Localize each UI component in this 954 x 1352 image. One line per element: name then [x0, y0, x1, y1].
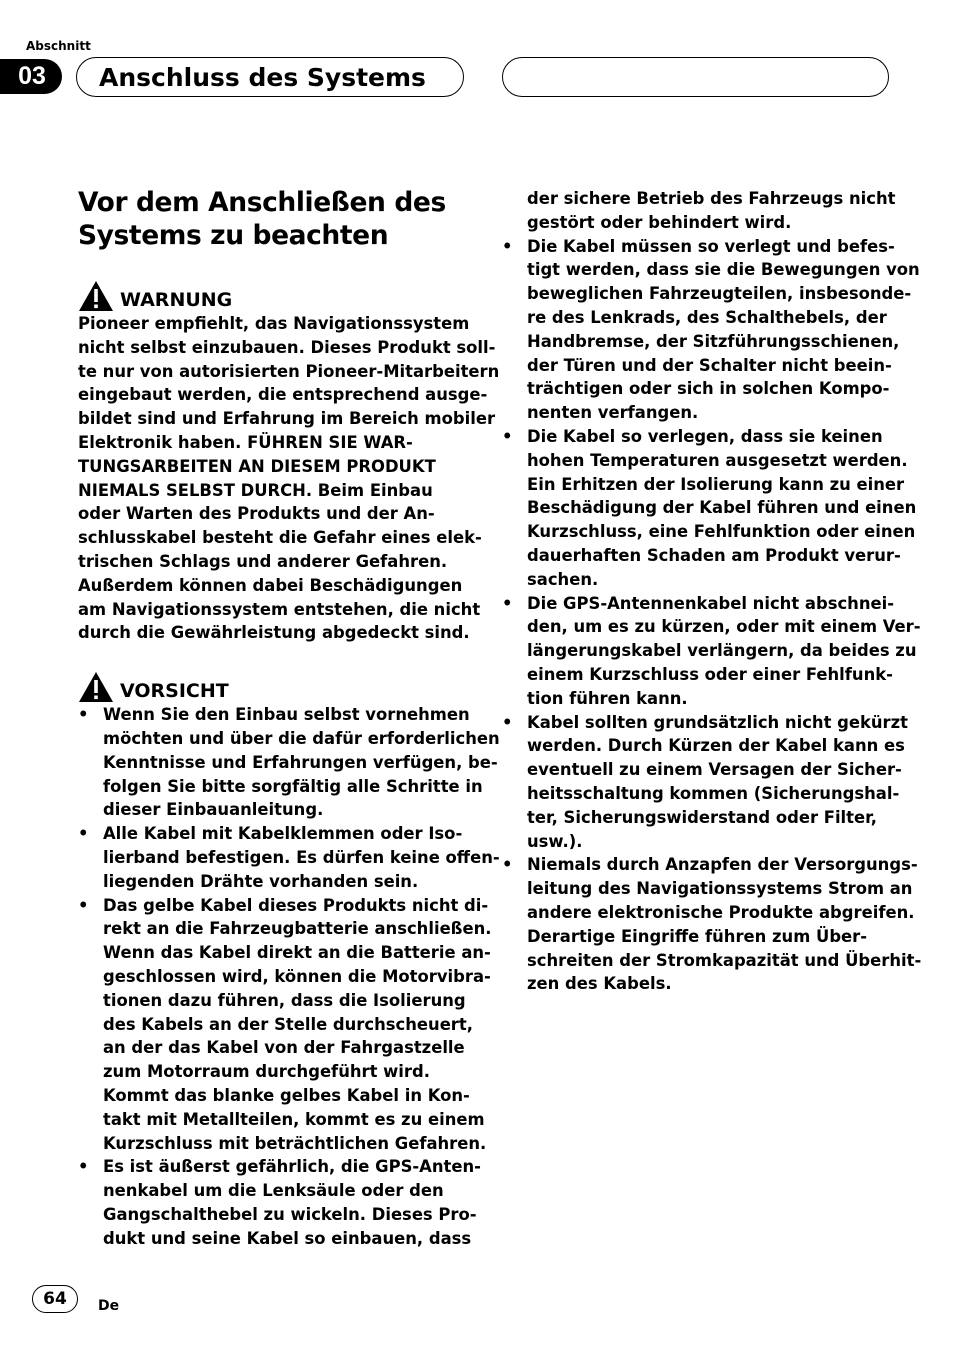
warning-line: nicht selbst einzubauen. Dieses Produkt soll- — [78, 337, 496, 357]
continuation-line: gestört oder behindert wird. — [527, 212, 792, 232]
list-item-line: leitung des Navigationssystems Strom an — [527, 879, 913, 899]
list-item-line: Kabel sollten grundsätzlich nicht gekürzt — [527, 712, 909, 732]
bullet-icon: • — [502, 426, 513, 446]
warning-line: eingebaut werden, die entsprechend ausge- — [78, 385, 488, 405]
list-item-line: Gangschalthebel zu wickeln. Dieses Pro- — [103, 1204, 477, 1224]
list-item-line: rekt an die Fahrzeugbatterie anschließen. — [103, 919, 492, 939]
heading-line: Systems zu beachten — [78, 220, 389, 251]
list-item-line: Das gelbe Kabel dieses Produkts nicht di- — [103, 895, 489, 915]
list-item — [78, 894, 492, 1156]
list-item-line: lierband befestigen. Es dürfen keine offen- — [103, 847, 500, 867]
bullet-icon: • — [78, 1157, 89, 1177]
list-item-line: nenkabel um die Lenksäule oder den — [103, 1181, 444, 1201]
list-item — [502, 235, 920, 425]
section-title: Anschluss des Systems — [76, 57, 464, 97]
list-item-line: Die Kabel so verlegen, dass sie keinen — [527, 426, 883, 446]
list-item — [502, 711, 909, 854]
list-item-line: Wenn das Kabel direkt an die Batterie an- — [103, 943, 491, 963]
bullet-icon: • — [78, 824, 89, 844]
warning-line: am Navigationssystem entstehen, die nicht — [78, 599, 481, 619]
list-item-line: heitsschaltung kommen (Sicherungshal- — [527, 783, 900, 803]
list-item-line: möchten und über die dafür erforderlichen — [103, 728, 500, 748]
list-item-line: Kenntnisse und Erfahrungen verfügen, be- — [103, 752, 498, 772]
list-item-line: eventuell zu einem Versagen der Sicher- — [527, 760, 902, 780]
list-item-line: Kommt das blanke gelbes Kabel in Kon- — [103, 1085, 470, 1105]
list-item-line: Die GPS-Antennenkabel nicht abschnei- — [527, 593, 895, 613]
list-item-line: dauerhaften Schaden am Produkt verur- — [527, 545, 901, 565]
list-item-line: dieser Einbauanleitung. — [103, 800, 324, 820]
list-item-line: zum Motorraum durchgeführt wird. — [103, 1062, 430, 1082]
list-item-line: re des Lenkrads, des Schalthebels, der — [527, 307, 887, 327]
list-item-line: Wenn Sie den Einbau selbst vornehmen — [103, 705, 470, 725]
list-item-line: Beschädigung der Kabel führen und einen — [527, 498, 917, 518]
list-item — [78, 703, 500, 822]
caution-list — [78, 703, 500, 1250]
list-item-line: beweglichen Fahrzeugteilen, insbesonde- — [527, 284, 912, 304]
list-item-line: Derartige Eingriffe führen zum Über- — [527, 926, 868, 946]
warning-triangle-icon — [78, 671, 114, 703]
bullet-icon: • — [78, 895, 89, 915]
warning-line: TUNGSARBEITEN AN DIESEM PRODUKT — [78, 456, 436, 476]
list-item-line: liegenden Drähte vorhanden sein. — [103, 871, 419, 891]
list-item-line: tionen dazu führen, dass die Isolierung — [103, 990, 466, 1010]
warning-line: trischen Schlags und anderer Gefahren. — [78, 551, 448, 571]
list-item-line: an der das Kabel von der Fahrgastzelle — [103, 1038, 465, 1058]
list-item-line: Die Kabel müssen so verlegt und befes- — [527, 236, 895, 256]
list-item-line: des Kabels an der Stelle durchscheuert, — [103, 1014, 473, 1034]
list-item-line: andere elektronische Produkte abgreifen. — [527, 902, 915, 922]
list-item-line: sachen. — [527, 569, 599, 589]
list-item-line: takt mit Metallteilen, kommt es zu einem — [103, 1109, 485, 1129]
list-item-line: nenten verfangen. — [527, 403, 699, 423]
list-item-line: Niemals durch Anzapfen der Versorgungs- — [527, 855, 918, 875]
warning-line: te nur von autorisierten Pioneer-Mitarbeitern — [78, 361, 500, 381]
list-item-line: den, um es zu kürzen, oder mit einem Ver- — [527, 617, 921, 637]
warning-line: Elektronik haben. FÜHREN SIE WAR- — [78, 432, 413, 452]
list-item-line: trächtigen oder sich in solchen Kompo- — [527, 379, 890, 399]
header-blank-box — [502, 57, 889, 97]
warning-triangle-icon — [78, 280, 114, 312]
list-item-line: Handbremse, der Sitzführungsschienen, — [527, 331, 900, 351]
list-item-line: usw.). — [527, 831, 583, 851]
list-item — [78, 1155, 481, 1250]
continuation-line: der sichere Betrieb des Fahrzeugs nicht — [527, 189, 896, 208]
bullet-icon: • — [502, 236, 513, 256]
list-item-line: längerungskabel verlängern, da beides zu — [527, 641, 917, 661]
list-item-line: tion führen kann. — [527, 688, 688, 708]
bullet-icon: • — [502, 712, 513, 732]
list-item — [78, 822, 500, 893]
bullet-icon: • — [78, 705, 89, 725]
left-column — [78, 186, 500, 1250]
page-heading — [78, 186, 470, 252]
list-item-line: Kurzschluss, eine Fehlfunktion oder einen — [527, 522, 916, 542]
list-item-line: hohen Temperaturen ausgesetzt werden. — [527, 450, 908, 470]
list-item-line: der Türen und der Schalter nicht beein- — [527, 355, 892, 375]
cable-notes-list — [502, 235, 922, 997]
list-item-line: ter, Sicherungswiderstand oder Filter, — [527, 807, 878, 827]
warning-line: bildet sind und Erfahrung im Bereich mobiler — [78, 409, 496, 429]
list-item — [502, 592, 921, 711]
list-item-line: Alle Kabel mit Kabelklemmen oder Iso- — [103, 824, 463, 844]
list-item — [502, 425, 917, 592]
section-number-badge: 03 — [0, 59, 62, 94]
bullet-icon: • — [502, 855, 513, 875]
list-item-line: zen des Kabels. — [527, 974, 672, 994]
warning-line: durch die Gewährleistung abgedeckt sind. — [78, 623, 470, 643]
continuation-text — [502, 187, 897, 235]
warning-line: NIEMALS SELBST DURCH. Beim Einbau — [78, 480, 433, 500]
caution-title: VORSICHT — [120, 680, 229, 703]
warning-line: Außerdem können dabei Beschädigungen — [78, 575, 463, 595]
right-column — [502, 187, 922, 996]
page-number: 64 — [32, 1285, 78, 1313]
language-code: De — [98, 1298, 120, 1314]
bullet-icon: • — [502, 593, 513, 613]
list-item — [502, 853, 922, 996]
list-item-line: folgen Sie bitte sorgfältig alle Schritte in — [103, 776, 483, 796]
list-item-line: dukt und seine Kabel so einbauen, dass — [103, 1228, 472, 1248]
warning-header — [78, 274, 470, 312]
warning-text — [78, 312, 500, 645]
list-item-line: einem Kurzschluss oder einer Fehlfunk- — [527, 664, 893, 684]
list-item-line: tigt werden, dass sie die Bewegungen von — [527, 260, 920, 280]
list-item-line: Es ist äußerst gefährlich, die GPS-Anten- — [103, 1157, 481, 1177]
section-label: Abschnitt — [26, 39, 91, 53]
warning-line: Pioneer empfiehlt, das Navigationssystem — [78, 314, 470, 333]
warning-line: schlusskabel besteht die Gefahr eines elek- — [78, 528, 482, 548]
list-item-line: geschlossen wird, können die Motorvibra- — [103, 966, 491, 986]
list-item-line: Kurzschluss mit beträchtlichen Gefahren. — [103, 1133, 487, 1153]
list-item-line: Ein Erhitzen der Isolierung kann zu einer — [527, 474, 905, 494]
warning-line: oder Warten des Produkts und der An- — [78, 504, 435, 524]
list-item-line: schreiten der Stromkapazität und Überhit- — [527, 950, 922, 970]
list-item-line: werden. Durch Kürzen der Kabel kann es — [527, 736, 905, 756]
warning-title: WARNUNG — [120, 289, 233, 311]
caution-header — [78, 665, 470, 703]
heading-line: Vor dem Anschließen des — [78, 187, 446, 218]
